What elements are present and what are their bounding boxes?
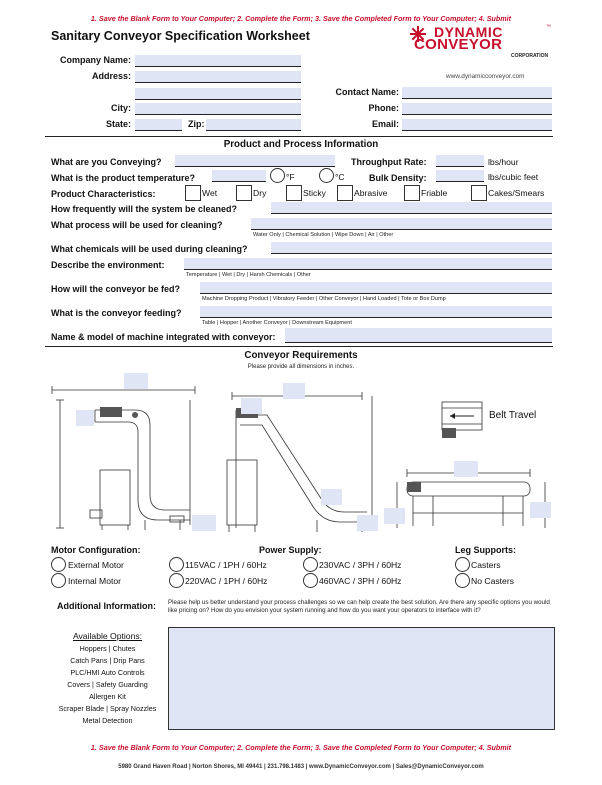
legs-no-casters-label: No Casters (471, 576, 514, 586)
motor-external-label: External Motor (68, 560, 124, 570)
contact-name-field[interactable] (402, 87, 552, 99)
motor-internal-radio[interactable] (51, 573, 66, 588)
option-item: Allergen Kit (89, 692, 126, 701)
temp-f-label: °F (286, 172, 295, 182)
address-field-2[interactable] (135, 88, 301, 100)
conveyor-subtitle: Please provide all dimensions in inches. (247, 364, 355, 370)
section-title-conveyor: Conveyor Requirements (244, 350, 358, 361)
address-field-1[interactable] (135, 71, 301, 83)
temp-c-radio[interactable] (319, 168, 334, 183)
char-cakes-label: Cakes/Smears (488, 188, 545, 198)
power-115-radio[interactable] (169, 557, 184, 572)
email-field[interactable] (402, 119, 552, 131)
cleaning-freq-field[interactable] (271, 202, 552, 214)
char-friable-label: Friable (421, 188, 448, 198)
throughput-field[interactable] (436, 155, 484, 167)
bulk-density-field[interactable] (436, 170, 484, 182)
environment-hint: Temperature | Wet | Dry | Harsh Chemicals | Other (186, 272, 311, 278)
dim-box-v2-right[interactable] (357, 515, 378, 531)
fed-label: How will the conveyor be fed? (51, 284, 181, 294)
dim-box-v2-top[interactable] (241, 398, 262, 414)
environment-label: Describe the environment: (51, 260, 165, 270)
option-item: Hoppers | Chutes (79, 644, 136, 653)
power-230-label: 230VAC / 3PH / 60Hz (319, 560, 402, 570)
arrow-left-icon (450, 413, 474, 419)
char-sticky-label: Sticky (303, 188, 326, 198)
char-abrasive-label: Abrasive (354, 188, 388, 198)
char-cakes-checkbox[interactable] (471, 185, 487, 201)
additional-title: Additional Information: (57, 601, 156, 611)
page-title: Sanitary Conveyor Specification Worksheet (51, 29, 310, 43)
company-name-field[interactable] (135, 55, 301, 67)
available-options-title: Available Options: (72, 631, 143, 641)
dim-box-v2-bottom[interactable] (321, 489, 342, 505)
footer-address: 5980 Grand Haven Road | Norton Shores, MI 49441 | 231.798.1483 | www.DynamicConveyor.com | Sales@DynamicConveyor.com (118, 764, 484, 770)
bulk-density-unit: lbs/cubic feet (488, 172, 539, 182)
throughput-label: Throughput Rate: (351, 157, 427, 167)
environment-field[interactable] (184, 258, 552, 270)
phone-label: Phone: (368, 103, 399, 113)
legs-casters-label: Casters (471, 560, 501, 570)
dim-box-v3-right[interactable] (530, 502, 551, 518)
city-label: City: (111, 103, 131, 113)
dim-box-v1-right[interactable] (192, 515, 216, 531)
dim-box-v3-top[interactable] (454, 461, 478, 477)
email-label: Email: (371, 119, 399, 129)
state-label: State: (105, 119, 131, 129)
belt-travel-label: Belt Travel (489, 410, 537, 421)
power-220-label: 220VAC / 1PH / 60Hz (185, 576, 268, 586)
char-abrasive-checkbox[interactable] (337, 185, 353, 201)
characteristics-label: Product Characteristics: (51, 189, 156, 199)
option-item: Scraper Blade | Spray Nozzles (58, 704, 157, 713)
temperature-field[interactable] (212, 170, 266, 182)
legs-casters-radio[interactable] (455, 557, 470, 572)
fed-hint: Machine Dropping Product | Vibratory Feeder | Other Conveyor | Hand Loaded | Tote or Box Dump (202, 296, 446, 302)
logo-line2: CONVEYOR (414, 36, 503, 53)
power-220-radio[interactable] (169, 573, 184, 588)
website: www.dynamicconveyor.com (446, 73, 525, 80)
motor-title: Motor Configuration: (51, 545, 141, 555)
conveying-field[interactable] (175, 155, 335, 167)
temp-c-label: °C (335, 172, 345, 182)
power-460-radio[interactable] (303, 573, 318, 588)
additional-description: Please help us better understand your process challenges so we can help create the best solution. Are there any specific options you would like pricing on? How do you envision your system running and how do you want your operators to interface with it? (168, 599, 550, 614)
legs-title: Leg Supports: (455, 545, 516, 555)
additional-info-textarea[interactable] (168, 627, 555, 730)
legs-no-casters-radio[interactable] (455, 573, 470, 588)
phone-field[interactable] (402, 103, 552, 115)
machine-field[interactable] (285, 328, 552, 343)
power-title: Power Supply: (259, 545, 322, 555)
section-title-product: Product and Process Information (223, 139, 379, 150)
dim-box-v2-mid[interactable] (283, 383, 305, 399)
state-field[interactable] (135, 119, 182, 131)
logo-line1: DYNAMIC (434, 24, 503, 40)
feeding-label: What is the conveyor feeding? (51, 308, 182, 318)
motor-external-radio[interactable] (51, 557, 66, 572)
option-item: PLC/HMI Auto Controls (70, 668, 145, 677)
char-wet-checkbox[interactable] (185, 185, 201, 201)
throughput-unit: lbs/hour (488, 157, 519, 167)
char-friable-checkbox[interactable] (404, 185, 420, 201)
temp-f-radio[interactable] (270, 168, 285, 183)
fed-field[interactable] (200, 282, 552, 294)
logo-tm: ™ (546, 24, 551, 30)
char-sticky-checkbox[interactable] (286, 185, 302, 201)
conveying-label: What are you Conveying? (51, 157, 162, 167)
zip-field[interactable] (206, 119, 301, 131)
company-logo (410, 24, 555, 69)
cleaning-freq-label: How frequently will the system be cleaned? (51, 204, 238, 214)
instructions-bottom: 1. Save the Blank Form to Your Computer; 2. Complete the Form; 3. Save the Completed Form to Your Computer; 4. Submit (90, 743, 512, 752)
option-item: Metal Detection (82, 716, 133, 725)
instructions-top: 1. Save the Blank Form to Your Computer; 2. Complete the Form; 3. Save the Completed Form to Your Computer; 4. Submit (90, 14, 512, 23)
divider-contact (45, 136, 553, 137)
dim-box-v1-left[interactable] (76, 410, 94, 426)
power-115-label: 115VAC / 1PH / 60Hz (185, 560, 267, 570)
address-label: Address: (91, 71, 131, 81)
dim-box-v1-top[interactable] (124, 373, 148, 389)
char-dry-label: Dry (253, 188, 267, 198)
cleaning-process-field[interactable] (251, 218, 552, 230)
char-dry-checkbox[interactable] (236, 185, 252, 201)
chemicals-field[interactable] (271, 242, 552, 254)
bulk-density-label: Bulk Density: (369, 173, 427, 183)
zip-label: Zip: (188, 119, 205, 129)
temperature-label: What is the product temperature? (51, 173, 196, 183)
char-wet-label: Wet (202, 188, 218, 198)
motor-internal-label: Internal Motor (68, 576, 122, 586)
feeding-field[interactable] (200, 306, 552, 318)
divider-product (45, 346, 553, 347)
contact-name-label: Contact Name: (335, 87, 399, 97)
cleaning-process-label: What process will be used for cleaning? (51, 220, 223, 230)
power-230-radio[interactable] (303, 557, 318, 572)
logo-line3: CORPORATION (511, 53, 549, 59)
feeding-hint: Table | Hopper | Another Conveyor | Downstream Equipment (202, 320, 352, 326)
dim-box-v3-left[interactable] (384, 508, 405, 524)
power-460-label: 460VAC / 3PH / 60Hz (319, 576, 402, 586)
city-field[interactable] (135, 103, 301, 115)
company-name-label: Company Name: (59, 55, 131, 65)
option-item: Catch Pans | Drip Pans (70, 656, 145, 665)
option-item: Covers | Safety Guarding (67, 680, 148, 689)
machine-label: Name & model of machine integrated with conveyor: (51, 332, 276, 342)
cleaning-process-hint: Water Only | Chemical Solution | Wipe Down | Air | Other (253, 232, 394, 238)
chemicals-label: What chemicals will be used during cleaning? (51, 244, 248, 254)
